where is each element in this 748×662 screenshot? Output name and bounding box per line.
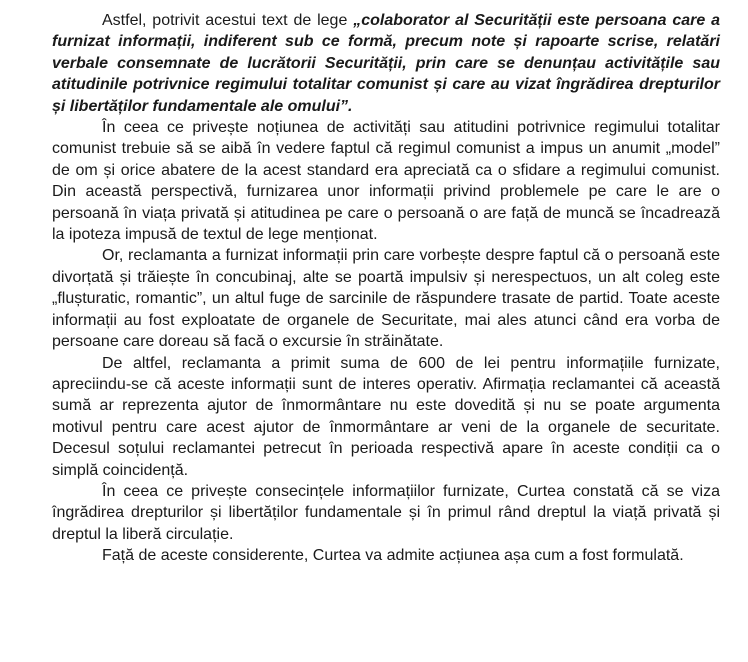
paragraph-lead-text: Astfel, potrivit acestui text de lege (102, 12, 354, 29)
paragraph-information-provided: Or, reclamanta a furnizat informații prin care vorbește despre faptul că o persoană este divorțată și trăiește în concubinaj, alte se poartă impulsiv și nerespectuos, un alt coleg este „flușturatic, romantic”, un altul fuge de sarcinile de răspundere trasate de partid. Toate aceste informații au fost exploatate de organele de Securitate, mai ales atunci când era vorba de persoane care doreau să facă o excursie în străinătate. (52, 247, 720, 351)
paragraph-consequences: În ceea ce privește consecințele informațiilor furnizate, Curtea constată că se viza îngrădirea drepturilor și libertăților fundamentale și în primul rând dreptul la viață privată și dreptul la liberă circulație. (52, 482, 720, 543)
document-body (52, 10, 720, 567)
paragraph-activities-notion: În ceea ce privește noțiunea de activități sau atitudini potrivnice regimului totalitar comunist trebuie să se aibă în vedere faptul că regimul comunist a impus un anumit „model” de om și orice abatere de la acest standard era apreciată ca o sfidare a regimului comunist. Din această perspectivă, furnizarea unor informații privind problemele pe care le are o persoană în viața privată și atitudinea pe care o persoană o are față de muncă se încadrează la ipoteza impusă de textul de lege menționat. (52, 119, 720, 244)
paragraph-legal-definition (52, 10, 720, 117)
paragraph-payment-received: De altfel, reclamanta a primit suma de 600 de lei pentru informațiile furnizate, apreciindu-se că aceste informații sunt de interes operativ. Afirmația reclamantei că această sumă ar reprezenta ajutor de înmormântare nu este dovedită și nu se poate argumenta motivul pentru care acest ajutor de înmormântare ar veni de la organele de securitate. Decesul soțului reclamantei petrecut în perioada respectivă apare în aceste condiții ca o simplă coincidență. (52, 354, 720, 479)
legal-definition-quote: „colaborator al Securității este persoana care a furnizat informații, indiferent sub ce formă, precum note și rapoarte scrise, relatări verbale consemnate de lucrătorii Securității, prin care se denunțau activitățile sau atitudinile potrivnice regimului totalitar comunist și care au vizat îngrădirea drepturilor și libertăților fundamentale ale omului”. (52, 12, 720, 115)
paragraph-conclusion: Față de aceste considerente, Curtea va admite acțiunea așa cum a fost formulată. (102, 547, 684, 565)
